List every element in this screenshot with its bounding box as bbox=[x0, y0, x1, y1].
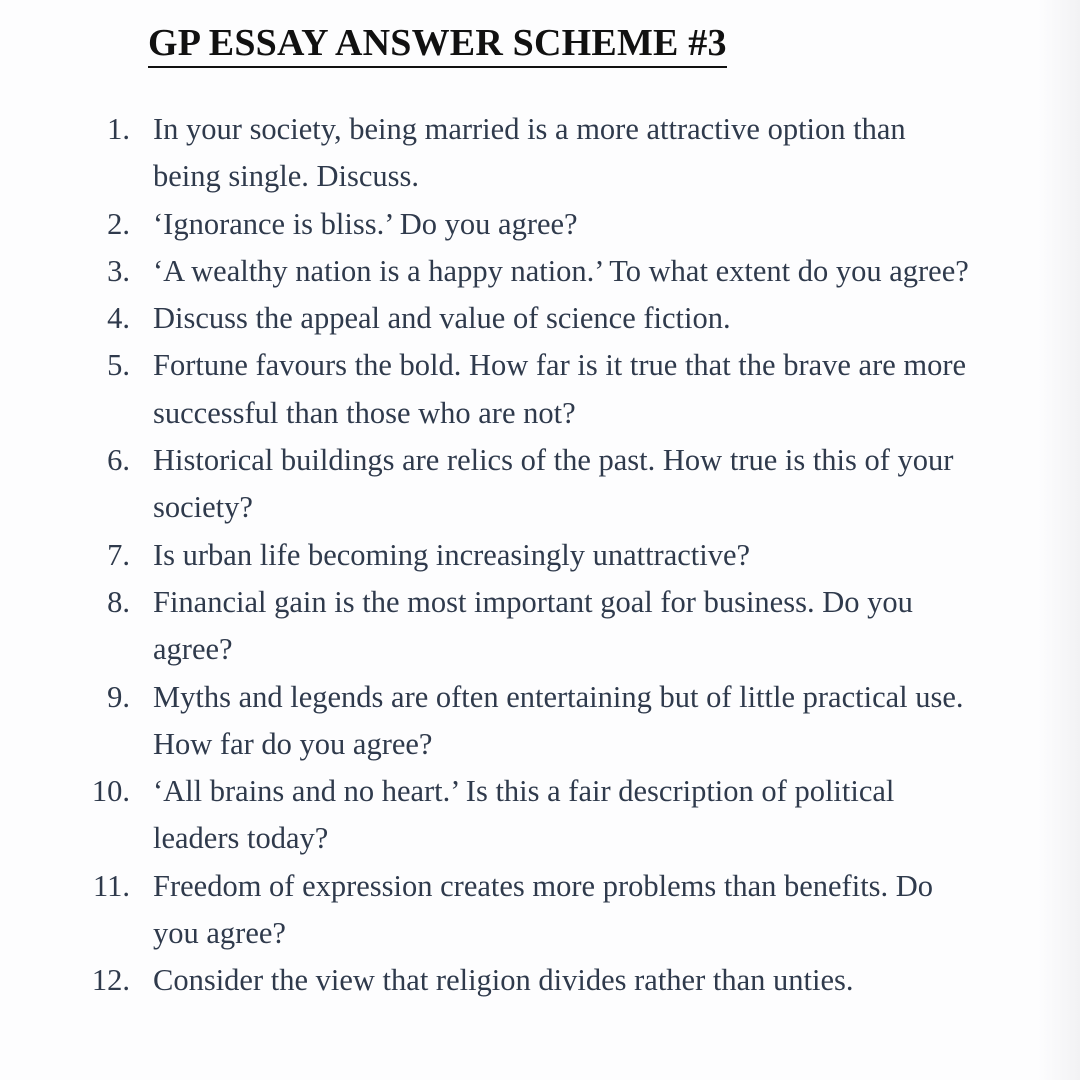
essay-question-6 bbox=[90, 437, 970, 532]
essay-question-8 bbox=[90, 579, 970, 674]
question-number: 5. bbox=[107, 348, 130, 383]
essay-question-1 bbox=[90, 106, 970, 201]
question-number: 1. bbox=[107, 112, 130, 146]
question-number: 12. bbox=[91, 963, 130, 998]
essay-question-2 bbox=[90, 201, 970, 248]
question-text: Discuss the appeal and value of science fiction. bbox=[153, 301, 731, 336]
page-title: GP ESSAY ANSWER SCHEME #3 bbox=[148, 20, 727, 68]
question-number: 7. bbox=[107, 537, 130, 572]
question-number: 8. bbox=[107, 584, 130, 619]
question-text: ‘A wealthy nation is a happy nation.’ To what extent do you agree? bbox=[153, 253, 969, 288]
question-text: Historical buildings are relics of the past. How true is this of your society? bbox=[153, 443, 954, 525]
essay-question-7 bbox=[90, 532, 970, 579]
essay-question-12 bbox=[90, 957, 970, 1004]
essay-question-10 bbox=[90, 768, 970, 863]
question-number: 6. bbox=[107, 443, 130, 478]
essay-question-9 bbox=[90, 674, 970, 769]
essay-question-list bbox=[90, 106, 970, 1005]
essay-question-5 bbox=[90, 342, 970, 437]
question-text: Financial gain is the most important goal for business. Do you agree? bbox=[153, 584, 913, 667]
question-number: 10. bbox=[91, 774, 130, 809]
question-number: 9. bbox=[107, 679, 130, 714]
question-text: ‘All brains and no heart.’ Is this a fair description of political leaders today? bbox=[153, 774, 895, 856]
question-text: Fortune favours the bold. How far is it true that the brave are more successful than those who are not? bbox=[153, 348, 967, 430]
question-text: Consider the view that religion divides rather than unties. bbox=[153, 963, 854, 998]
question-number: 3. bbox=[107, 253, 130, 288]
essay-question-3 bbox=[90, 248, 970, 295]
essay-question-4 bbox=[90, 295, 970, 342]
question-text: Is urban life becoming increasingly unattractive? bbox=[153, 537, 751, 572]
question-text: ‘Ignorance is bliss.’ Do you agree? bbox=[153, 206, 578, 241]
question-text: In your society, being married is a more attractive option than being single. Discuss. bbox=[153, 112, 906, 194]
question-number: 2. bbox=[107, 206, 130, 241]
question-text: Myths and legends are often entertaining but of little practical use. How far do you agree? bbox=[153, 679, 964, 761]
essay-question-11 bbox=[90, 863, 970, 958]
question-number: 11. bbox=[93, 868, 130, 903]
question-number: 4. bbox=[107, 301, 130, 336]
question-text: Freedom of expression creates more problems than benefits. Do you agree? bbox=[153, 868, 934, 951]
page-edge-shadow bbox=[1038, 0, 1080, 1080]
